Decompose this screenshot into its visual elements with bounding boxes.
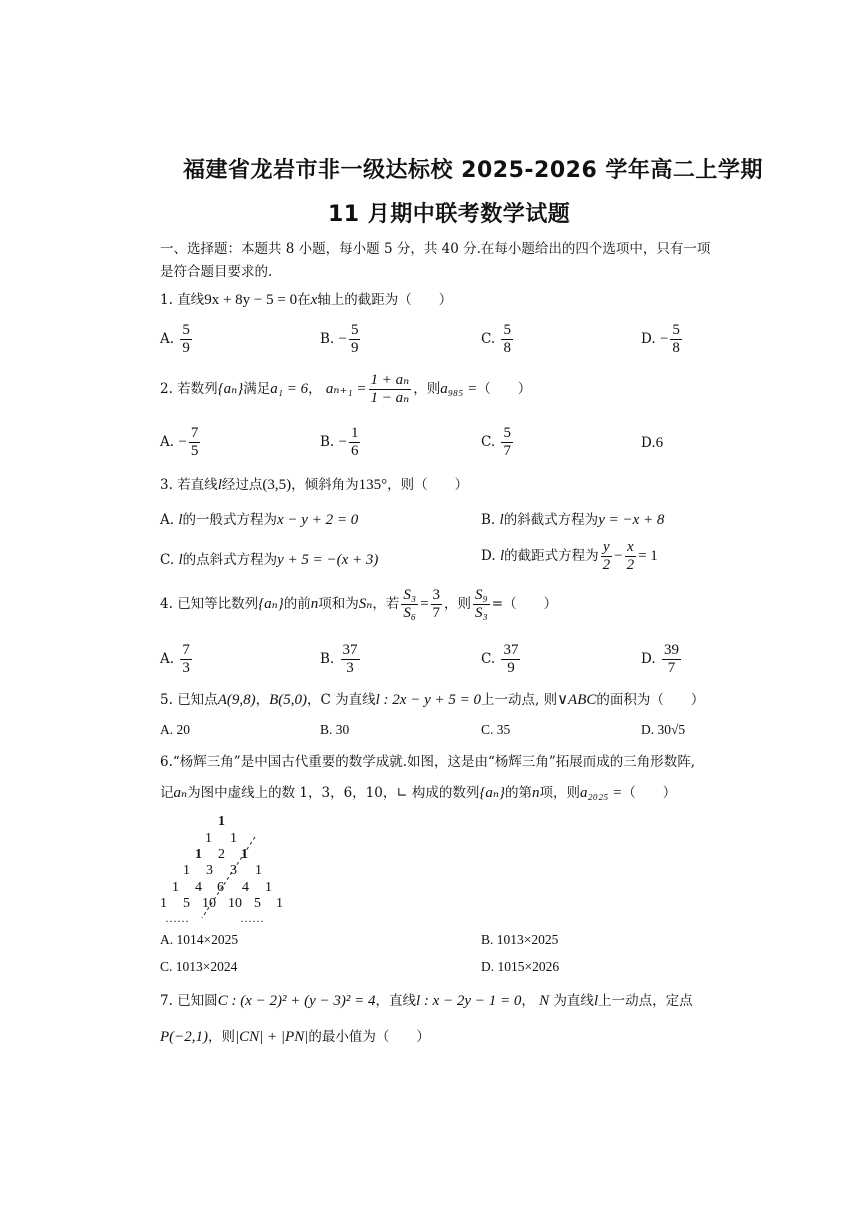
q4-option-a[interactable]	[160, 642, 194, 677]
option-equation: x − y + 2 = 0	[277, 512, 359, 528]
option-label: B.	[481, 512, 496, 528]
q7-line: l : x − 2y − 1 = 0	[415, 993, 522, 1009]
q2-recurrence-lhs: aₙ₊₁ =	[325, 381, 367, 397]
q3-option-a[interactable]	[160, 508, 358, 529]
option-label: D.	[641, 331, 656, 347]
option-value: 20	[176, 722, 190, 737]
q5-sep: ，	[255, 692, 270, 708]
triangle-cell: 5	[254, 896, 261, 911]
q6-option-d[interactable]	[481, 959, 559, 975]
option-label: A.	[160, 932, 174, 947]
option-label: C.	[160, 959, 173, 974]
q6-text-mid2: 的第	[505, 785, 533, 801]
q6-n: n	[532, 785, 540, 801]
question-1	[160, 290, 452, 310]
option-label: C.	[160, 552, 175, 568]
option-value: 30√5	[657, 722, 686, 737]
question-number: 3.	[160, 477, 173, 493]
q5-point-a: A(9,8)	[217, 692, 256, 708]
triangle-cell: 3	[206, 863, 213, 878]
q4-equals: =	[420, 596, 429, 612]
q3-angle: 135°	[358, 477, 388, 493]
triangle-cell: 4	[195, 880, 202, 895]
q2-recurrence-fraction: $\frac{\text{1 + aₙ}}{\text{1 − aₙ}}$	[370, 372, 410, 406]
q4-option-c[interactable]	[481, 642, 522, 677]
q5-option-c[interactable]	[481, 722, 510, 738]
q5-text-mid2: 上一动点, 则	[480, 692, 558, 708]
option-fraction: $\frac{7}{5}$	[190, 425, 199, 459]
q2-option-d[interactable]	[641, 435, 663, 452]
q7-text-mid: ，直线	[375, 993, 416, 1009]
triangle-ellipsis-left: ……	[165, 911, 189, 925]
q2-target: a₉₈₅ =	[440, 381, 478, 397]
option-label: A.	[160, 331, 175, 347]
option-text: 的一般式方程为	[182, 512, 278, 528]
q1-option-b[interactable]	[320, 322, 362, 357]
option-label: B.	[320, 722, 333, 737]
triangle-cell: 1	[218, 814, 225, 829]
option-fraction: $\frac{39}{7}$	[663, 642, 679, 676]
triangle-cell: 1	[195, 847, 202, 862]
option-fraction: $\frac{5}{8}$	[503, 322, 511, 356]
triangle-cell: 10	[228, 896, 242, 911]
triangle-cell: 6	[217, 880, 224, 895]
q5-text-mid: ，C 为直线	[307, 692, 376, 708]
q7-point: P(−2,1)	[160, 1029, 209, 1045]
q4-n: n	[310, 596, 319, 612]
q4-text-mid2: 项和为	[318, 596, 359, 612]
option-label: C.	[481, 331, 496, 347]
q1-equation: 9x + 8y − 5 = 0	[204, 292, 298, 308]
option-value: 1013×2025	[496, 932, 559, 947]
option-variable: l	[499, 548, 505, 564]
option-fraction: $\frac{5}{8}$	[672, 322, 680, 356]
q4-sn: Sₙ	[358, 596, 373, 612]
option-fraction: $\frac{7}{3}$	[182, 642, 190, 676]
option-value: 1014×2025	[176, 932, 239, 947]
title-line-1: 福建省龙岩市非一级达标校 2025-2026 学年高二上学期	[183, 158, 763, 183]
triangle-cell: 1	[183, 863, 190, 878]
option-value: 35	[496, 722, 511, 737]
q6-sequence: {aₙ}	[479, 785, 506, 801]
question-6-line-2	[160, 783, 676, 803]
q5-triangle: ∨ABC	[557, 692, 597, 708]
q2-text-mid: 满足	[243, 381, 271, 397]
q7-n: N	[539, 993, 550, 1009]
option-label: D.	[641, 651, 656, 667]
q6-text-mid: 为图中虚线上的数 1，3，6，10，∟ 构成的数列	[187, 785, 480, 801]
q7-text-mid4: 上一动点，定点	[598, 993, 693, 1009]
option-text: 的点斜式方程为	[182, 552, 278, 568]
q3-text-pre: 若直线	[177, 477, 218, 493]
option-variable: l	[499, 512, 504, 528]
q3-text-post: ，则（ ）	[387, 477, 469, 493]
q4-fraction-3-7: $\frac{3}{7}$	[432, 587, 441, 621]
option-equation: y + 5 = −(x + 3)	[277, 552, 379, 568]
q7-circle: C : (x − 2)² + (y − 3)² = 4	[217, 993, 376, 1009]
section-intro-line-2: 是符合题目要求的.	[160, 264, 273, 280]
option-value: 1015×2026	[497, 959, 560, 974]
q1-option-a[interactable]	[160, 322, 194, 357]
q3-option-d[interactable]	[481, 539, 658, 574]
q5-text-pre: 已知点	[177, 692, 218, 708]
q3-point: (3,5)	[262, 477, 292, 493]
option-label: B.	[320, 434, 335, 450]
q3-variable: l	[217, 477, 222, 493]
triangle-cell: 10	[202, 896, 216, 911]
section-intro-line-1: 一、选择题：本题共 8 小题，每小题 5 分，共 40 分.在每小题给出的四个选项中，只有一项	[160, 241, 711, 257]
q7-comma: ，	[521, 993, 535, 1009]
q4-fraction-s9-s3: $\frac{\text{S₉}}{\text{S₃}}$	[475, 587, 488, 621]
option-label: D.	[481, 959, 495, 974]
q7-text-mid5: ，则	[208, 1029, 236, 1045]
option-text: 的斜截式方程为	[503, 512, 599, 528]
q2-sequence: {aₙ}	[217, 381, 244, 397]
question-number: 6.	[160, 754, 173, 770]
option-label: D.	[641, 435, 656, 451]
q6-text-line1: “杨辉三角”是中国古代重要的数学成就.如图，这是由“杨辉三角”拓展而成的三角形数阵,	[172, 754, 696, 770]
option-label: C.	[481, 651, 496, 667]
option-value: 6	[655, 435, 664, 451]
option-fraction-y: $\frac{y}{2}$	[602, 539, 611, 573]
option-value: 1013×2024	[175, 959, 238, 974]
option-fraction: $\frac{5}{9}$	[182, 322, 190, 356]
q3-option-c[interactable]	[160, 548, 378, 569]
q2-condition: a₁ = 6	[270, 381, 309, 397]
triangle-cell: 1	[160, 896, 167, 911]
q5-option-b[interactable]	[320, 722, 349, 738]
q7-l: l	[593, 993, 599, 1009]
q4-text-mid4: ，则	[444, 596, 472, 612]
q4-option-d[interactable]	[641, 642, 683, 677]
q6-an: aₙ	[173, 785, 188, 801]
title-line-2: 11 月期中联考数学试题	[328, 202, 571, 227]
q7-text-post: 的最小值为（ ）	[308, 1029, 430, 1045]
option-fraction: $\frac{37}{3}$	[342, 642, 358, 676]
option-text: 的截距式方程为	[504, 548, 599, 564]
option-minus: −	[614, 548, 623, 564]
option-fraction: $\frac{1}{6}$	[350, 425, 359, 459]
option-fraction: $\frac{5}{7}$	[503, 425, 511, 459]
option-variable: l	[178, 552, 183, 568]
q5-option-a[interactable]	[160, 722, 190, 738]
question-5	[160, 690, 704, 710]
q6-option-a[interactable]	[160, 932, 238, 948]
q3-option-b[interactable]	[481, 508, 664, 529]
q2-text-pre: 若数列	[177, 381, 218, 397]
q4-text-post: =（ ）	[491, 596, 558, 612]
q3-text-mid2: ，倾斜角为	[291, 477, 359, 493]
option-label: A.	[160, 512, 175, 528]
yanghui-triangle-figure	[150, 812, 300, 927]
question-3	[160, 475, 468, 495]
option-fraction: $\frac{37}{9}$	[503, 642, 519, 676]
triangle-cell: 1	[230, 831, 237, 846]
q2-paren: （ ）	[477, 381, 532, 397]
q2-option-c[interactable]	[481, 425, 515, 460]
q2-option-b[interactable]	[320, 425, 362, 460]
triangle-cell: 4	[242, 880, 249, 895]
triangle-cell: 2	[218, 847, 225, 862]
q4-option-b[interactable]	[320, 642, 362, 677]
q2-option-a[interactable]	[160, 425, 202, 460]
q6-paren: （ ）	[622, 785, 677, 801]
q1-text-pre: 直线	[177, 292, 205, 308]
option-rhs: = 1	[638, 548, 658, 564]
option-label: A.	[160, 651, 175, 667]
option-variable: l	[178, 512, 183, 528]
q6-text-mid3: 项，则	[539, 785, 581, 801]
q1-option-d[interactable]	[641, 322, 684, 357]
triangle-cell: 1	[172, 880, 179, 895]
option-label: D.	[481, 548, 496, 564]
option-sign: −	[338, 331, 347, 347]
question-number: 1.	[160, 292, 173, 308]
option-sign: −	[338, 434, 347, 450]
option-label: B.	[481, 932, 494, 947]
triangle-ellipsis-right: ……	[240, 911, 264, 925]
q5-point-b: B(5,0)	[269, 692, 307, 708]
triangle-cell: 1	[265, 880, 272, 895]
question-6-line-1	[160, 752, 695, 772]
q3-text-mid: 经过点	[221, 477, 263, 493]
question-number: 4.	[160, 596, 173, 612]
q6-target: a₂₀₂₅ =	[580, 785, 623, 801]
q4-text-mid3: ，若	[372, 596, 400, 612]
option-label: B.	[320, 331, 335, 347]
q2-comma: ，	[308, 381, 322, 397]
option-fraction-x: $\frac{x}{2}$	[626, 539, 635, 573]
triangle-cell: 1	[241, 847, 248, 862]
q1-text-post: 轴上的截距为（ ）	[317, 292, 453, 308]
q1-option-c[interactable]	[481, 322, 515, 357]
option-sign: −	[659, 331, 669, 347]
question-7-line-1	[160, 991, 693, 1011]
option-sign: −	[178, 434, 187, 450]
q1-variable: x	[310, 292, 318, 308]
q6-option-c[interactable]	[160, 959, 237, 975]
question-number: 5.	[160, 692, 173, 708]
option-label: C.	[481, 722, 494, 737]
option-label: B.	[320, 651, 335, 667]
question-4	[160, 587, 557, 622]
q7-text-pre: 已知圆	[177, 993, 218, 1009]
option-equation: y = −x + 8	[598, 512, 665, 528]
option-fraction: $\frac{5}{9}$	[350, 322, 359, 356]
q2-text-mid2: ，则	[413, 381, 441, 397]
option-label: D.	[641, 722, 655, 737]
question-number: 7.	[160, 993, 173, 1009]
q4-fraction-s3-s6: $\frac{\text{S₃}}{\text{S₆}}$	[403, 587, 417, 621]
q7-text-mid3: 为直线	[553, 993, 594, 1009]
option-label: A.	[160, 722, 174, 737]
triangle-cell: 1	[255, 863, 262, 878]
option-label: A.	[160, 434, 175, 450]
q4-text-mid: 的前	[283, 596, 311, 612]
question-2	[160, 372, 531, 407]
triangle-cell: 1	[205, 831, 212, 846]
triangle-cell: 5	[183, 896, 190, 911]
question-number: 2.	[160, 381, 173, 397]
q6-option-b[interactable]	[481, 932, 558, 948]
q7-expression: |CN| + |PN|	[235, 1029, 309, 1045]
q6-text-pre: 记	[160, 785, 174, 801]
q5-line: l : 2x − y + 5 = 0	[375, 692, 481, 708]
option-label: C.	[481, 434, 496, 450]
triangle-cell: 3	[230, 863, 237, 878]
question-7-line-2	[160, 1027, 430, 1047]
q5-option-d[interactable]	[641, 722, 685, 738]
q1-text-mid: 在	[297, 292, 311, 308]
option-value: 30	[335, 722, 350, 737]
q5-text-post: 的面积为（ ）	[596, 692, 705, 708]
q4-sequence: {aₙ}	[258, 596, 284, 612]
q4-text-pre: 已知等比数列	[177, 596, 259, 612]
triangle-cell: 1	[276, 896, 283, 911]
